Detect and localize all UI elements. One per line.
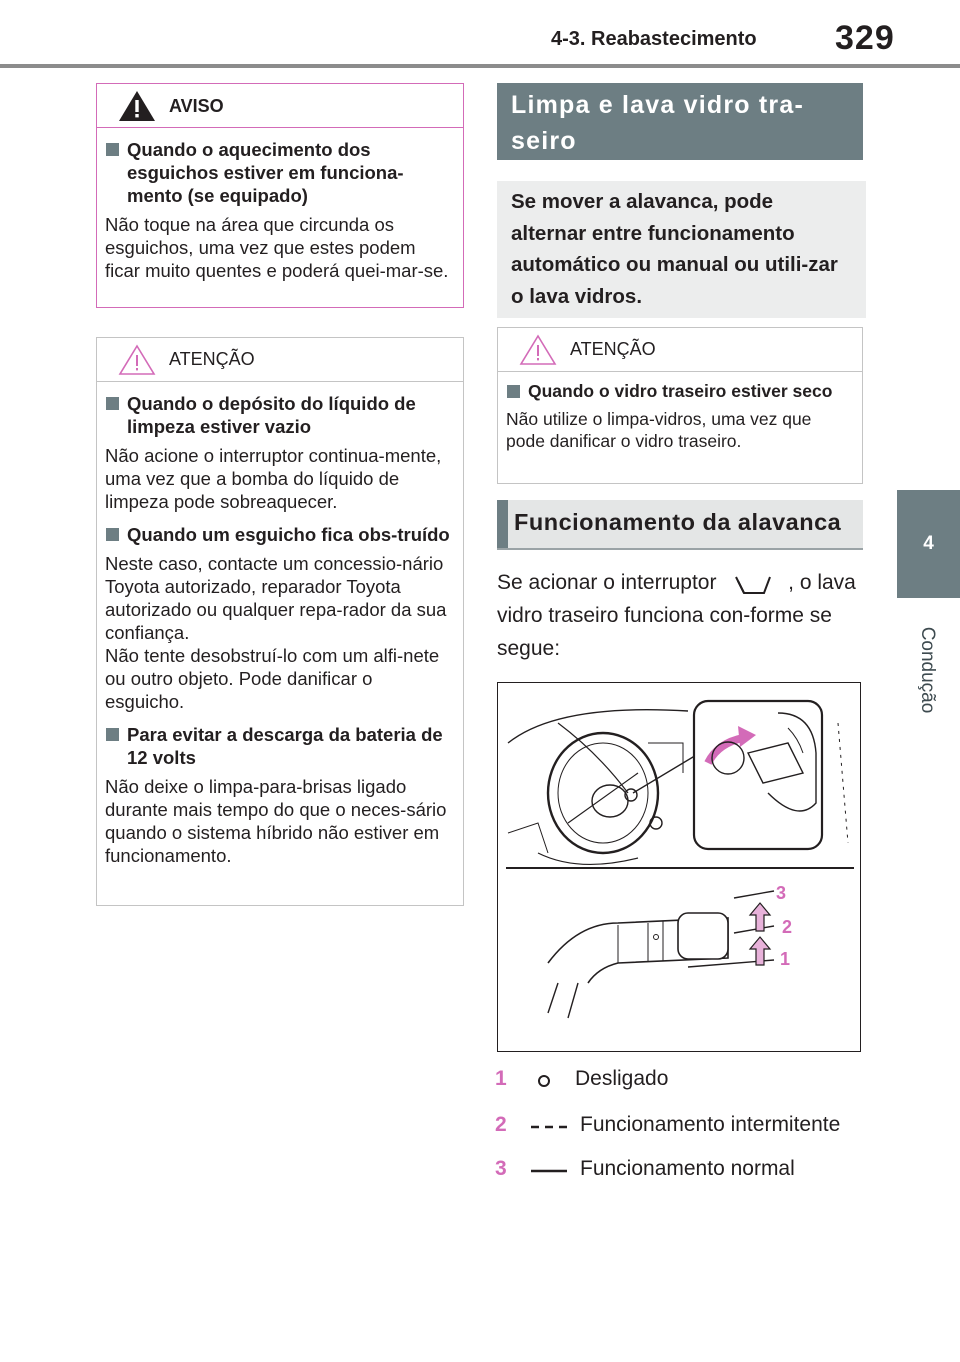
caution-heading-1: Quando o depósito do líquido de limpeza estiver vazio bbox=[105, 392, 453, 438]
section-title: 4-3. Reabastecimento bbox=[551, 28, 757, 50]
topic-title: Limpa e lava vidro tra-seiro bbox=[497, 83, 863, 160]
warning-box-header bbox=[97, 84, 463, 128]
off-circle-icon bbox=[531, 1071, 561, 1099]
section-bar bbox=[497, 500, 508, 548]
rear-caution-heading: Quando o vidro traseiro estiver seco bbox=[506, 380, 852, 402]
legend-item-intermittent: 2 Funcionamento intermitente bbox=[495, 1113, 865, 1143]
lever-body-text: Se acionar o interruptor , o lava vidro traseiro funciona con-forme se segue: bbox=[497, 571, 856, 660]
warning-title: AVISO bbox=[169, 96, 224, 116]
warning-heading: Quando o aquecimento dos esguichos estiver em funciona-mento (se equipado) bbox=[105, 138, 453, 207]
rear-wiper-icon bbox=[722, 573, 782, 593]
chapter-label: Condução bbox=[917, 626, 938, 714]
rear-caution-box bbox=[497, 327, 863, 484]
warning-box bbox=[96, 83, 464, 308]
caution-heading-3: Para evitar a descarga da bateria de 12 volts bbox=[105, 723, 453, 769]
legend-item-off: 1 Desligado bbox=[495, 1067, 795, 1097]
legend-item-normal: 3 Funcionamento normal bbox=[495, 1157, 865, 1187]
callout-2: 2 bbox=[782, 917, 793, 937]
rear-caution-text: Não utilize o limpa-vidros, uma vez que pode danificar o vidro traseiro. bbox=[506, 409, 812, 451]
caution-text-1: Não acione o interruptor continua-mente, uma vez que a bomba do líquido de limpeza pode sobreaquecer. bbox=[105, 445, 442, 512]
caution-outline-icon bbox=[117, 343, 157, 377]
callout-3: 3 bbox=[776, 883, 787, 903]
chapter-tab[interactable]: 4 bbox=[897, 490, 960, 598]
lever-illustration bbox=[497, 682, 861, 1052]
dashed-line-icon bbox=[531, 1117, 571, 1145]
header-rule bbox=[0, 64, 960, 68]
lever-section-title: Funcionamento da alavanca bbox=[514, 509, 842, 535]
warning-filled-icon bbox=[117, 89, 157, 123]
solid-line-icon bbox=[531, 1161, 571, 1189]
caution-title: ATENÇÃO bbox=[169, 349, 255, 369]
page-header bbox=[0, 0, 960, 70]
topic-intro: Se mover a alavanca, pode alternar entre funcionamento automático ou manual ou utili-zar o lava vidros. bbox=[497, 181, 866, 318]
caution-heading-2: Quando um esguicho fica obs-truído bbox=[105, 523, 453, 546]
wiper-lever-diagram bbox=[498, 683, 862, 1053]
page-number: 329 bbox=[835, 19, 895, 57]
caution-box-header bbox=[97, 338, 463, 382]
caution-text-2: Neste caso, contacte um concessio-nário Toyota autorizado, reparador Toyota autorizado ou qualquer repa-rador da sua confiança. Não tente desobstruí-lo com um alfi-nete ou outro objeto. Pode danificar o esguicho. bbox=[105, 553, 447, 712]
caution-outline-icon bbox=[518, 333, 558, 367]
warning-text: Não toque na área que circunda os esguichos, uma vez que estes podem ficar muito quentes e poderá quei-mar-se. bbox=[105, 214, 449, 281]
rear-caution-header bbox=[498, 328, 862, 372]
caution-box bbox=[96, 337, 464, 906]
caution-text-3: Não deixe o limpa-para-brisas ligado durante mais tempo do que o neces-sário quando o sistema híbrido não estiver em funcionamento. bbox=[105, 776, 447, 866]
rear-caution-title: ATENÇÃO bbox=[570, 339, 656, 359]
callout-1: 1 bbox=[780, 949, 791, 969]
lever-section-head bbox=[497, 500, 863, 550]
